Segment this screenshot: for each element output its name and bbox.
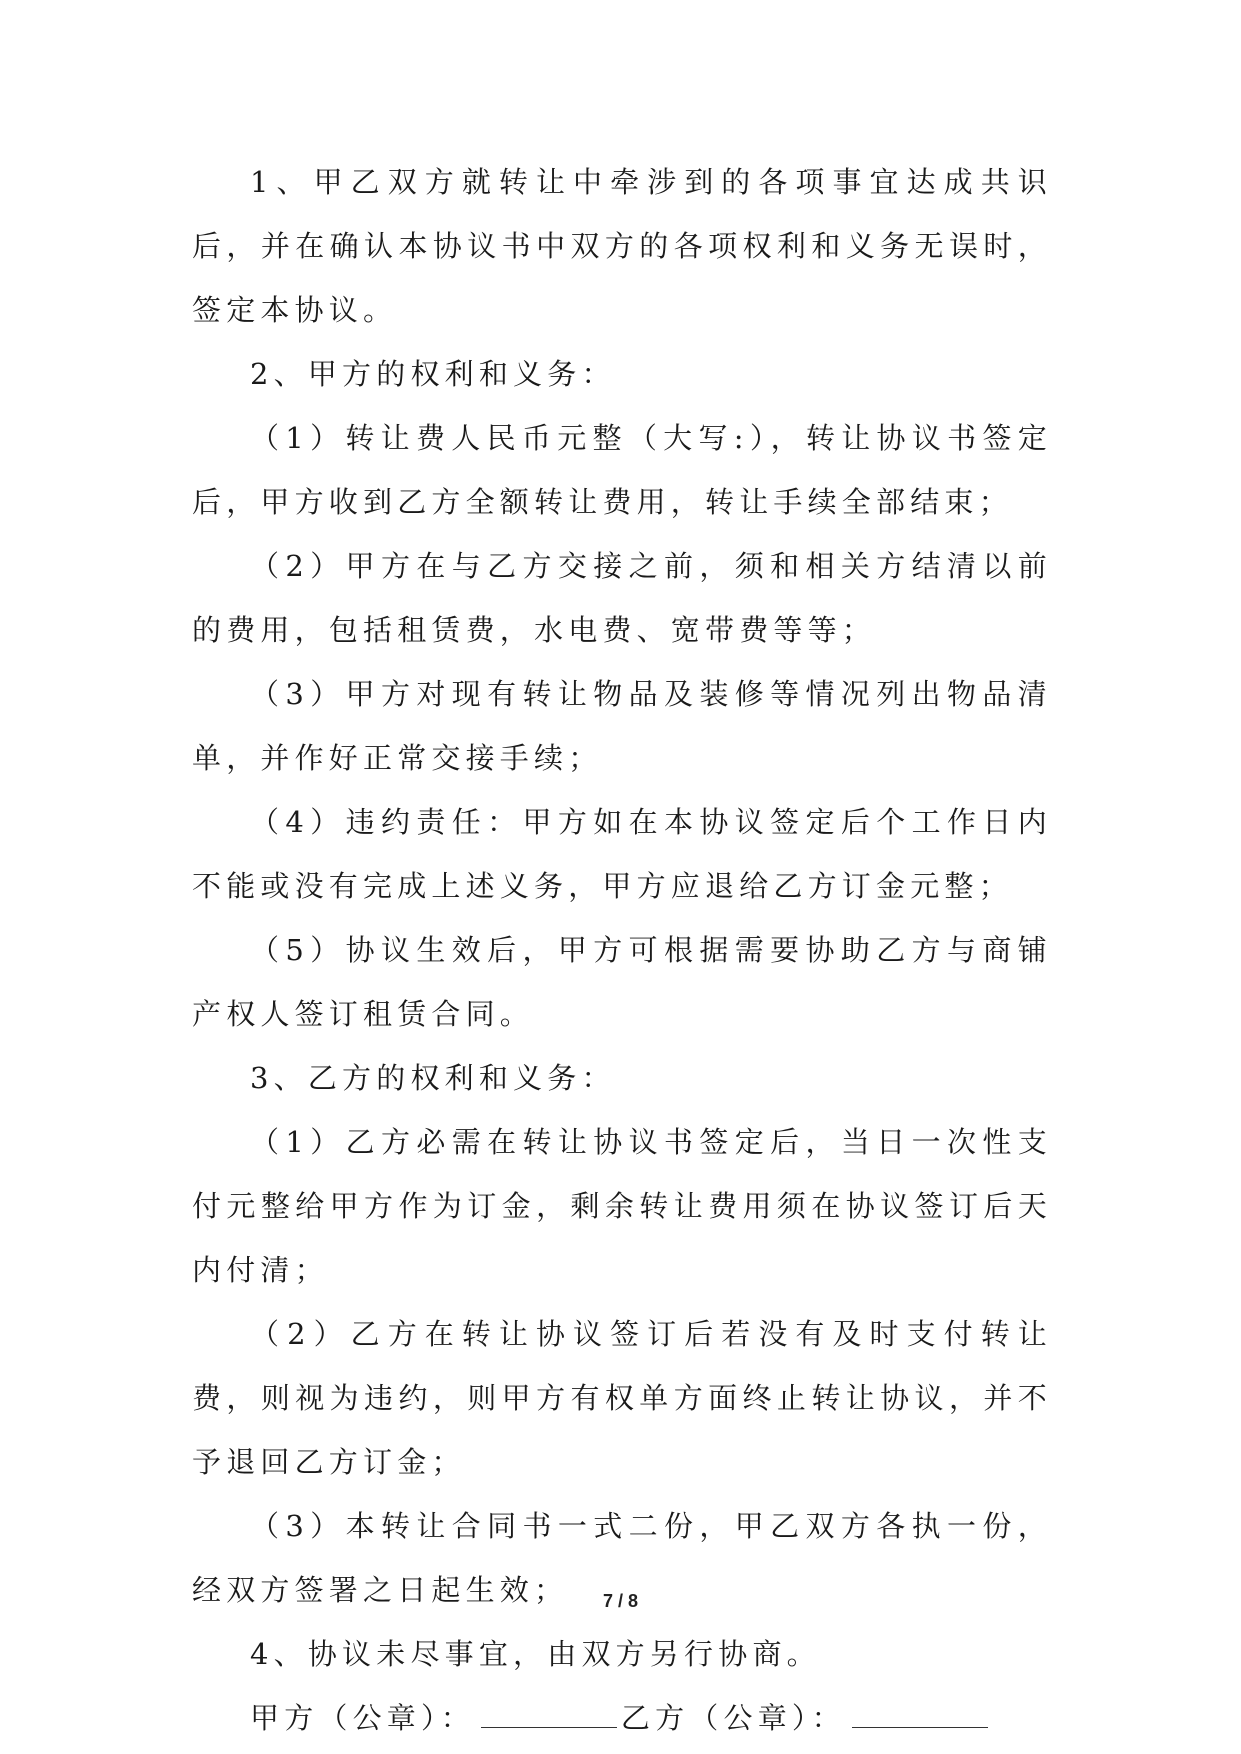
clause-2-item-1: （1）转让费人民币元整（大写:），转让协议书签定后，甲方收到乙方全额转让费用，转让手续全部结束； xyxy=(192,421,1052,519)
clause-3-item-1: （1）乙方必需在转让协议书签定后，当日一次性支付元整给甲方作为订金，剩余转让费用须在协议签订后天内付清； xyxy=(192,1125,1052,1287)
clause-3-item-3: （3）本转让合同书一式二份，甲乙双方各执一份，经双方签署之日起生效； xyxy=(192,1509,1052,1607)
party-b-seal-label: 乙方（公章）： xyxy=(620,1701,846,1735)
party-a-signature-blank xyxy=(481,1705,617,1728)
clause-2-item-5: （5）协议生效后，甲方可根据需要协助乙方与商铺产权人签订租赁合同。 xyxy=(192,933,1052,1031)
clause-2-heading: 2、甲方的权利和义务： xyxy=(250,357,616,391)
signature-line xyxy=(192,1686,1052,1750)
clause-1: 1、甲乙双方就转让中牵涉到的各项事宜达成共识后，并在确认本协议书中双方的各项权利和义务无误时，签定本协议。 xyxy=(192,165,1052,327)
clause-3-item-2: （2）乙方在转让协议签订后若没有及时支付转让费，则视为违约，则甲方有权单方面终止转让协议，并不予退回乙方订金； xyxy=(192,1317,1052,1479)
clause-4: 4、协议未尽事宜，由双方另行协商。 xyxy=(250,1637,821,1671)
page-number: 7 / 8 xyxy=(602,1591,639,1611)
document-body xyxy=(192,150,1052,1750)
clause-3-heading: 3、乙方的权利和义务： xyxy=(250,1061,616,1095)
clause-2-item-4: （4）违约责任：甲方如在本协议签定后个工作日内不能或没有完成上述义务，甲方应退给乙方订金元整； xyxy=(192,805,1052,903)
clause-2-item-2: （2）甲方在与乙方交接之前，须和相关方结清以前的费用，包括租赁费，水电费、宽带费等等； xyxy=(192,549,1052,647)
clause-2-item-3: （3）甲方对现有转让物品及装修等情况列出物品清单，并作好正常交接手续； xyxy=(192,677,1052,775)
party-b-signature-blank xyxy=(852,1705,988,1728)
party-a-seal-label: 甲方（公章）： xyxy=(250,1701,475,1735)
